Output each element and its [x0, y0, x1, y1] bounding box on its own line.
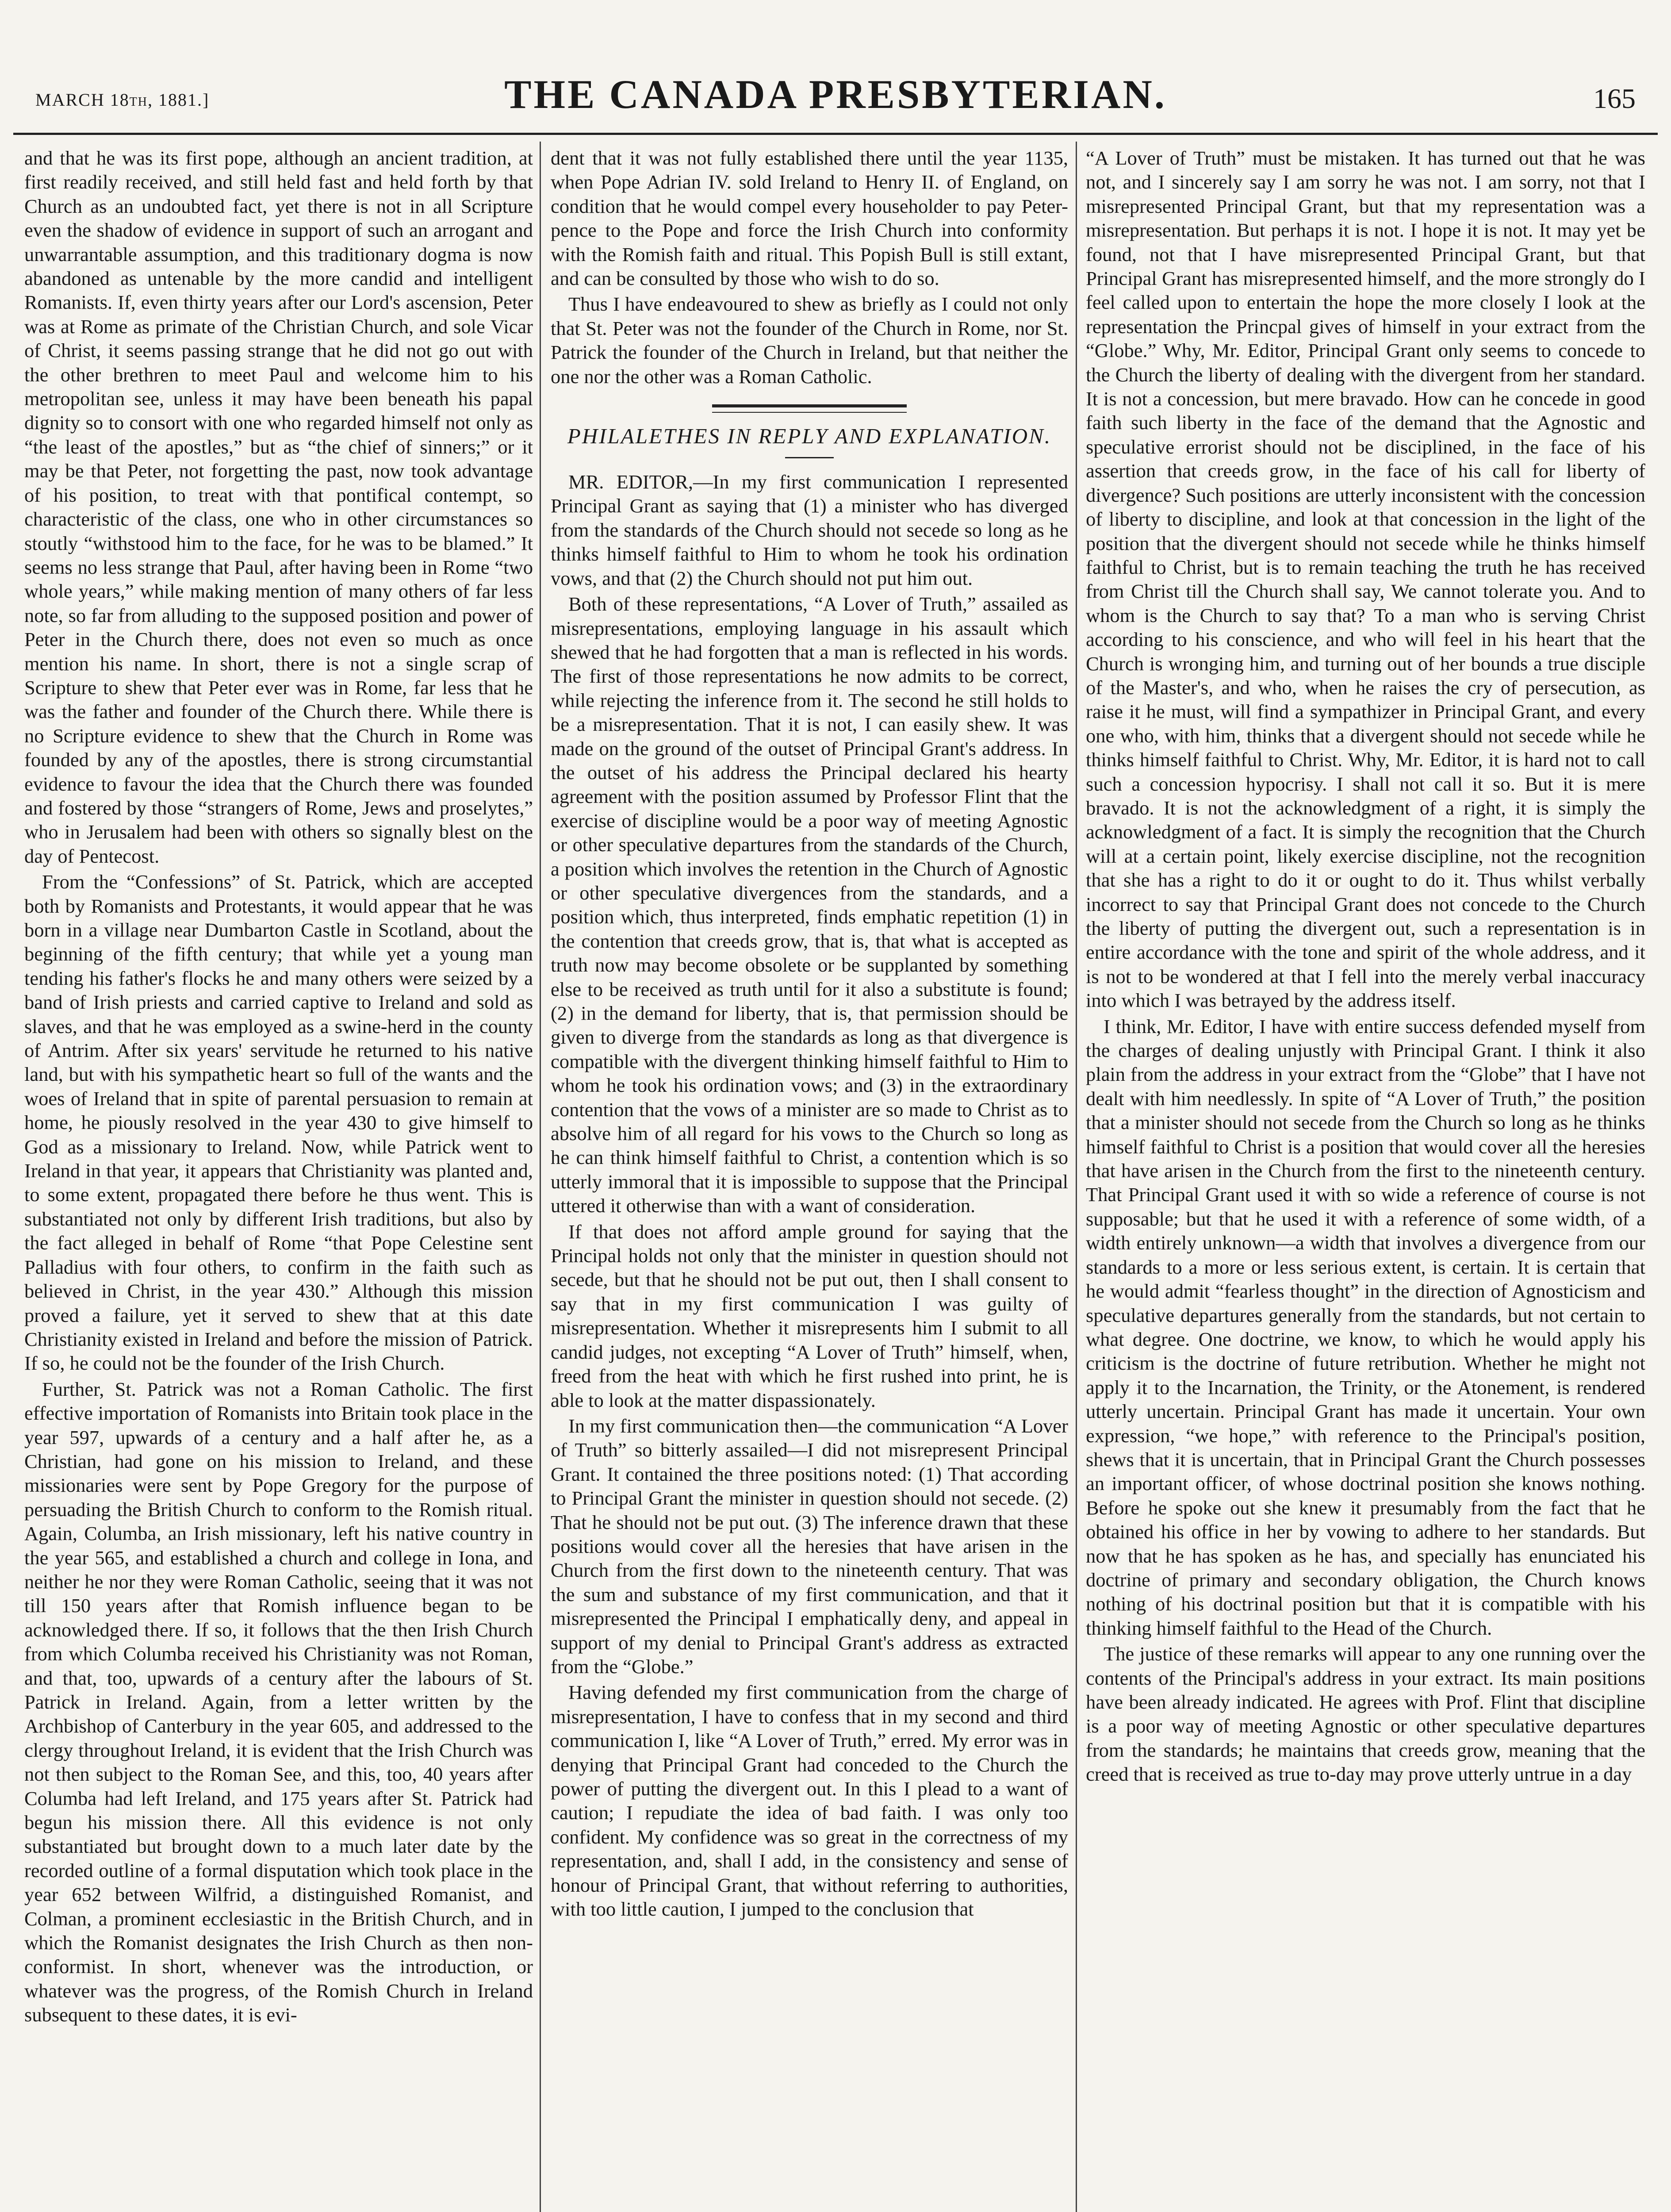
- paragraph: “A Lover of Truth” must be mistaken. It has turned out that he was not, and I sincerely say I am sorry he was not. I am sorry, not that I misrepresented Principal Grant, but that my representation was a misrepresentation. But perhaps it is not. I hope it is not. It may yet be found, not that I have misrepresented Principal Grant, but that Principal Grant has misrepresented himself, and the more strongly do I feel called upon to entertain the hope the more closely I look at the representation the Princpal gives of himself in your extract from the “Globe.” Why, Mr. Editor, Principal Grant only seems to concede to the Church the liberty of dealing with the divergent from her standard. It is not a concession, but mere bravado. How can he concede in good faith such liberty in the face of the demand that the Agnostic and speculative errorist should not be disciplined, in the face of his assertion that creeds grow, in the face of his call for liberty of divergence? Such positions are utterly inconsistent with the concession of liberty to discipline, and look at that concession in the light of the position that the divergent should not secede while he thinks himself faithful to Christ, but is to remain teaching the truth he has received from Christ till the Church shall say, We cannot tolerate you. And to whom is the Church to say that? To a man who is serving Christ according to his conscience, and who will feel in his heart that the Church is wronging him, and turning out of her bounds a true disciple of the Master's, and who, when he raises the cry of persecution, as raise it he must, will find a sympathizer in Principal Grant, and every one who, with him, thinks that a divergent should not secede while he thinks himself faithful to Christ. Why, Mr. Editor, it is hard not to call such a concession hypocrisy. I shall not call it so. But it is mere bravado. It is not the acknowledgment of a right, it is simply the acknowledgment of a fact. It is simply the recognition that the Church will at a certain point, likely exercise discipline, not the recognition that she has a right to do it or ought to do it. Thus whilst verbally incorrect to say that Principal Grant does not concede to the Church the liberty of putting the divergent out, such a representation is in entire accordance with the tone and spirit of the whole address, and it is not to be wondered at that I fell into the merely verbal inaccuracy into which I was betrayed by the address itself.: [1086, 147, 1645, 1012]
- paragraph: MR. EDITOR,—In my first communication I represented Principal Grant as saying that (1) a minister who has diverged from the standards of the Church should not secede so long as he thinks himself faithful to Him to whom he took his ordination vows, and that (2) the Church should not put him out.: [551, 471, 1068, 589]
- paragraph: Thus I have endeavoured to shew as briefly as I could not only that St. Peter was not the founder of the Church in Rome, nor St. Patrick the founder of the Church in Ireland, but that neither the one nor the other was a Roman Catholic.: [551, 293, 1068, 388]
- paragraph: In my first communication then—the communication “A Lover of Truth” so bitterly assailed—I did not misrepresent Principal Grant. It contained the three positions noted: (1) That according to Principal Grant the minister in question should not secede. (2) That he should not be put out. (3) The inference drawn that these positions would cover all the heresies that have arisen in the Church from the first down to the nineteenth century. That was the sum and substance of my first communication, and that it misrepresented the Principal I emphatically deny, and appeal in support of my denial to Principal Grant's address as extracted from the “Globe.”: [551, 1414, 1068, 1678]
- paragraph: If that does not afford ample ground for saying that the Principal holds not only that the minister in question should not secede, but that he should not be put out, then I shall consent to say that in my first communication I was guilty of misrepresentation. Whether it misrepresents him I submit to all candid judges, not excepting “A Lover of Truth” himself, when, freed from the heat with which he first rushed into print, he is able to look at the matter dispassionately.: [551, 1220, 1068, 1411]
- paragraph: Further, St. Patrick was not a Roman Catholic. The first effective importation of Romanists into Britain took place in the year 597, upwards of a century and a half after he, as a Christian, had gone on his mission to Ireland, and these missionaries were sent by Pope Gregory for the purpose of persuading the British Church to conform to the Romish ritual. Again, Columba, an Irish missionary, left his native country in the year 565, and established a church and college in Iona, and neither he nor they were Roman Catholic, seeing that it was not till 150 years after that Romish influence began to be acknowledged there. If so, it follows that the then Irish Church from which Columba received his Christianity was not Roman, and that, too, upwards of a century after the labours of St. Patrick in Ireland. Again, from a letter written by the Archbishop of Canterbury in the year 605, and addressed to the clergy throughout Ireland, it is evident that the Irish Church was not then subject to the Roman See, and this, too, 40 years after Columba had left Ireland, and 175 years after St. Patrick had begun his mission there. All this evidence is not only substantiated but brought down to a much later date by the recorded outline of a formal disputation which took place in the year 652 between Wilfrid, a distinguished Romanist, and Colman, a prominent ecclesiastic in the British Church, and in which the Romanist designates the Irish Church as then non-conformist. In short, whenever was the introduction, or whatever was the progress, of the Romish Church in Ireland subsequent to these dates, it is evi-: [24, 1378, 533, 2026]
- article-separator: [712, 404, 907, 413]
- paragraph: The justice of these remarks will appear to any one running over the contents of the Principal's address in your extract. Its main positions have been already indicated. He agrees with Prof. Flint that discipline is a poor way of meeting Agnostic or other speculative departures from the standards; he maintains that creeds grow, meaning that the creed that is received as true to-day may prove utterly untrue in a day: [1086, 1643, 1645, 1786]
- column-divider: [1076, 142, 1077, 2212]
- column-1: [24, 146, 533, 2212]
- paragraph: Having defended my first communication from the charge of misrepresentation, I have to confess that in my second and third communication I, like “A Lover of Truth,” erred. My error was in denying that Principal Grant had conceded to the Church the power of putting the divergent out. In this I plead to a want of caution; I repudiate the idea of bad faith. I was only too confident. My confidence was so great in the correctness of my representation, and, shall I add, in the consistency and sense of honour of Principal Grant, that without referring to authorities, with too little caution, I jumped to the conclusion that: [551, 1681, 1068, 1920]
- column-3: [1086, 146, 1645, 2212]
- header-rule: [13, 133, 1658, 135]
- column-divider: [540, 142, 541, 2212]
- page-number: 165: [1593, 83, 1636, 114]
- publication-title: THE CANADA PRESBYTERIAN.: [504, 72, 1167, 117]
- column-2: [551, 146, 1068, 2212]
- paragraph: and that he was its first pope, although an ancient tradition, at first readily received, and still held fast and held forth by that Church as an undoubted fact, yet there is not in all Scripture even the shadow of evidence in support of such an arrogant and unwarrantable assumption, and this traditionary dogma is now abandoned as untenable by the more candid and intelligent Romanists. If, even thirty years after our Lord's ascension, Peter was at Rome as primate of the Christian Church, and sole Vicar of Christ, it seems passing strange that he did not go out with the other brethren to meet Paul and welcome him to his metropolitan see, unless it may have been beneath his papal dignity so to consort with one who regarded himself not only as “the least of the apostles,” but as “the chief of sinners;” or it may be that Peter, not forgetting the past, now took advantage of his position, to treat with that pontifical contempt, so characteristic of the class, one who in other circumstances so stoutly “withstood him to the face, for he was to be blamed.” It seems no less strange that Paul, after having been in Rome “two whole years,” while making mention of many others of far less note, so far from alluding to the supposed position and power of Peter in the Church there, does not even so much as once mention his name. In short, there is not a single scrap of Scripture to shew that Peter ever was in Rome, far less that he was the father and founder of the Church there. While there is no Scripture evidence to shew that the Church in Rome was founded by any of the apostles, there is strong circumstantial evidence to favour the idea that the Church there was founded and fostered by those “strangers of Rome, Jews and proselytes,” who in Jerusalem had been with others so signally blest on the day of Pentecost.: [24, 147, 533, 867]
- article-headline: PHILALETHES IN REPLY AND EXPLANATION.: [567, 424, 1052, 449]
- issue-date: MARCH 18th, 1881.]: [35, 90, 210, 110]
- paragraph: I think, Mr. Editor, I have with entire success defended myself from the charges of dealing unjustly with Principal Grant. I think it also plain from the address in your extract from the “Globe” that I have not dealt with him needlessly. In spite of “A Lover of Truth,” the position that a minister should not secede from the Church so long as he thinks himself faithful to Christ is a position that would cover all the heresies that have arisen in the Church from the first to the nineteenth century. That Principal Grant used it with so wide a reference of course is not supposable; but that he used it with a reference of some width, of a width entirely unknown—a width that involves a divergence from our standards to a more or less serious extent, is certain. It is certain that he would admit “fearless thought” in the direction of Agnosticism and speculative departures generally from the standards, but not certain to what degree. One doctrine, we know, to which he would apply his criticism is the doctrine of future retribution. Whether he might not apply it to the Incarnation, the Trinity, or the Atonement, is rendered utterly uncertain. Principal Grant has made it uncertain. Your own expression, “we hope,” with reference to the Principal's position, shews that it is uncertain, that in Principal Grant the Church possesses an important officer, of whose doctrinal position she knows nothing. Before he spoke out she knew it presumably from the fact that he obtained his office in her by vowing to adhere to her standards. But now that he has spoken as he has, and specially has enunciated his doctrine of primary and secondary obligation, the Church knows nothing of his doctrinal position but that it is compatible with his thinking himself faithful to the Head of the Church.: [1086, 1015, 1645, 1639]
- paragraph: Both of these representations, “A Lover of Truth,” assailed as misrepresentations, employing language in his assault which shewed that he had forgotten that a man is reflected in his words. The first of those representations he now admits to be correct, while rejecting the inference from it. The second he still holds to be a misrepresentation. That it is not, I can easily shew. It was made on the ground of the outset of Principal Grant's address. In the outset of his address the Principal declared his hearty agreement with the position assumed by Professor Flint that the exercise of discipline would be a poor way of meeting Agnostic or other speculative departures from the standards of the Church, a position which involves the retention in the Church of Agnostic or other speculative divergences from the standards, and a position which, thus interpreted, finds emphatic repetition (1) in the contention that creeds grow, that is, that what is accepted as truth now may become obsolete or be supplanted by something else to be received as truth until for it also a substitute is found; (2) in the demand for liberty, that is, that permission should be given to diverge from the standards as long as that divergence is compatible with the divergent thinking himself faithful to Him to whom he took his ordination vows; and (3) in the extraordinary contention that the vows of a minister are so made to Christ as to absolve him of all regard for his vows to the Church so long as he can think himself faithful to Christ, a contention which is so utterly immoral that it is impossible to suppose that the Principal uttered it otherwise than with a want of consideration.: [551, 593, 1068, 1217]
- masthead: [13, 66, 1658, 128]
- headline-rule: [785, 457, 834, 458]
- paragraph: dent that it was not fully established there until the year 1135, when Pope Adrian IV. sold Ireland to Henry II. of England, on condition that he would compel every householder to pay Peter-pence to the Pope and force the Irish Church into conformity with the Romish faith and ritual. This Popish Bull is still extant, and can be consulted by those who wish to do so.: [551, 147, 1068, 290]
- paragraph: From the “Confessions” of St. Patrick, which are accepted both by Romanists and Protestants, it would appear that he was born in a village near Dumbarton Castle in Scotland, about the beginning of the fifth century; that while yet a young man tending his father's flocks he and many others were seized by a band of Irish priests and carried captive to Ireland and sold as slaves, and that he was employed as a swine-herd in the county of Antrim. After six years' servitude he returned to his native land, but with his sympathetic heart so full of the wants and the woes of Ireland that in spite of parental persuasion to remain at home, he piously resolved in the year 430 to give himself to God as a missionary to Ireland. Now, while Patrick went to Ireland in that year, it appears that Christianity was planted and, to some extent, propagated there before he thus went. This is substantiated not only by different Irish traditions, but also by the fact alleged in behalf of Rome “that Pope Celestine sent Palladius with four others, to confirm in the faith such as believed in Christ, in the year 430.” Although this mission proved a failure, yet it served to shew that at this date Christianity existed in Ireland and before the mission of Patrick. If so, he could not be the founder of the Irish Church.: [24, 871, 533, 1375]
